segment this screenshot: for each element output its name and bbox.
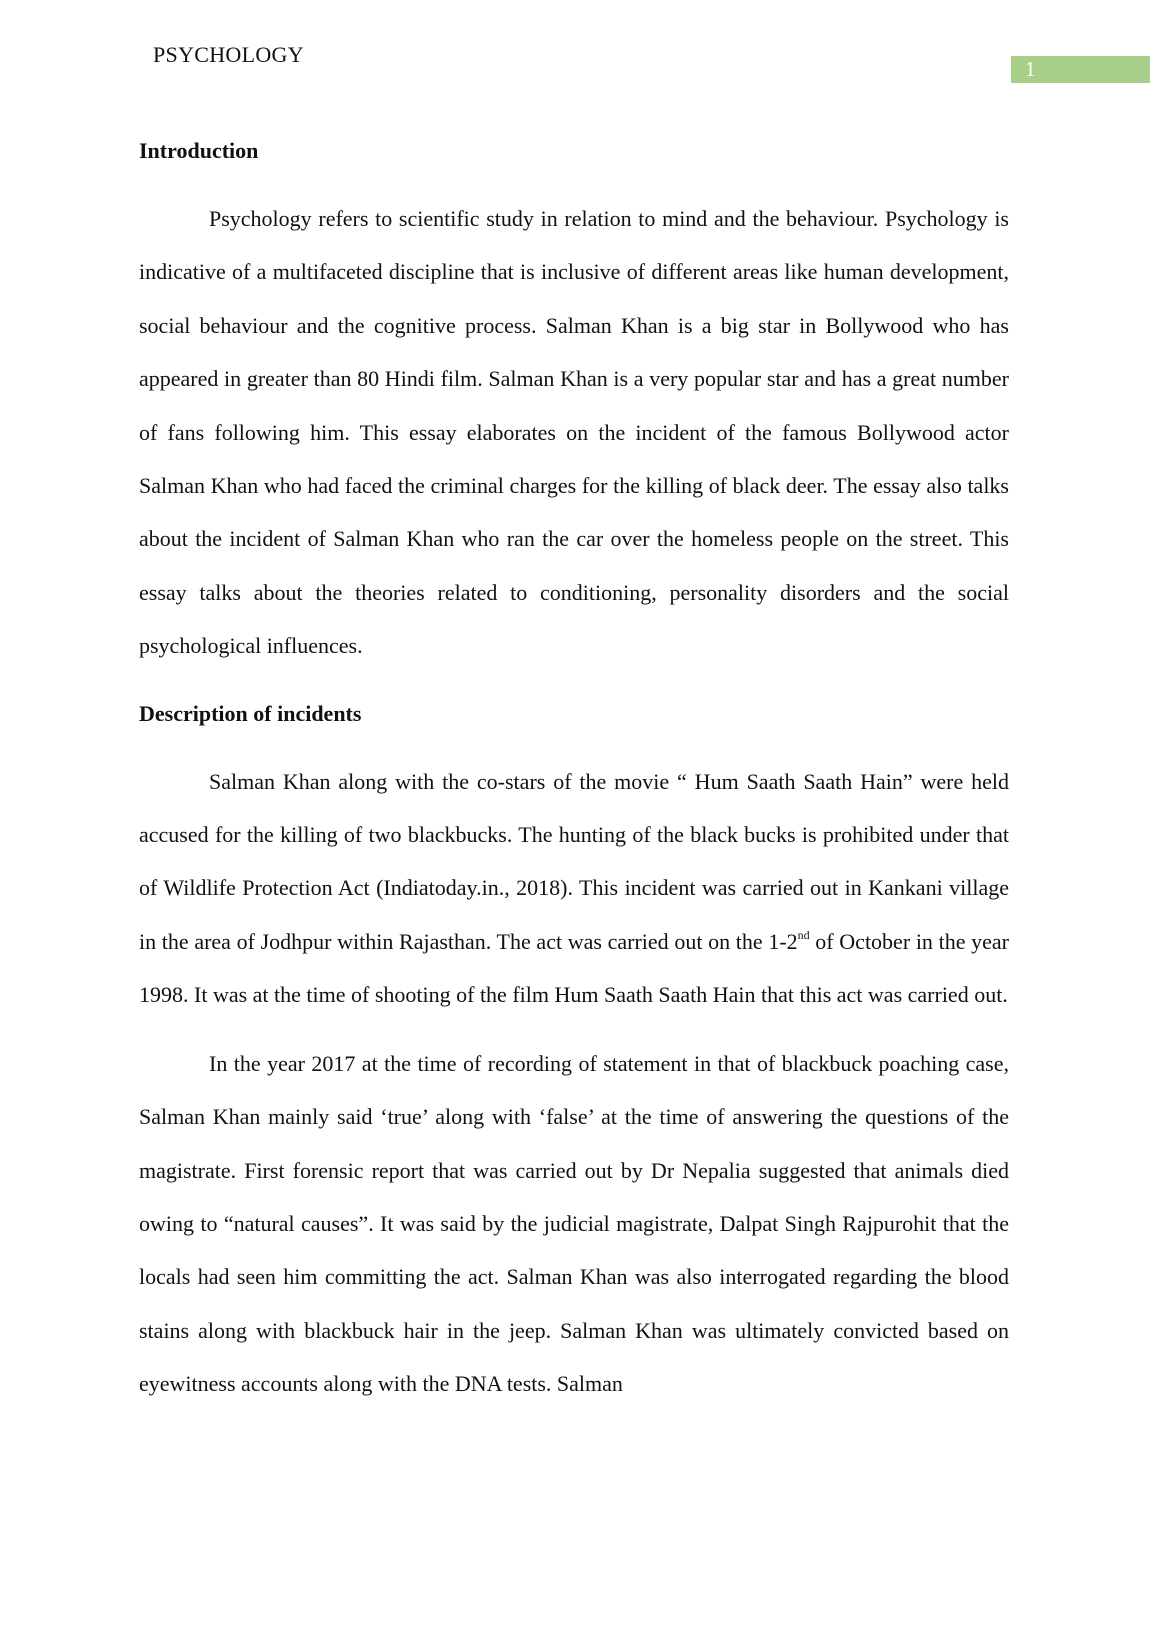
page-number-badge: 1 [1011, 56, 1150, 83]
ordinal-superscript: nd [797, 927, 810, 942]
document-body [139, 136, 1009, 1411]
running-head: PSYCHOLOGY [153, 42, 304, 67]
section-title-description-of-incidents: Description of incidents [139, 700, 362, 726]
introduction-paragraph: Psychology refers to scientific study in relation to mind and the behaviour. Psychology is indicative of a multifaceted discipline that is inclusive of different areas like human development, social behaviour and the cognitive process. Salman Khan is a big star in Bollywood who has appeared in greater than 80 Hindi film. Salman Khan is a very popular star and has a great number of fans following him. This essay elaborates on the incident of the famous Bollywood actor Salman Khan who had faced the criminal charges for the killing of black deer. The essay also talks about the incident of Salman Khan who ran the car over the homeless people on the street. This essay talks about the theories related to conditioning, personality disorders and the social psychological influences. [139, 206, 1009, 659]
incident-paragraph-1-text-b: of October in the year 1998. It was at the time of shooting of the film Hum Saath Saath Hain that this act was carried out. [139, 928, 1009, 1008]
incident-paragraph-2: In the year 2017 at the time of recording of statement in that of blackbuck poaching case, Salman Khan mainly said ‘true’ along with ‘false’ at the time of answering the questions of the magistrate. First forensic report that was carried out by Dr Nepalia suggested that animals died owing to “natural causes”. It was said by the judicial magistrate, Dalpat Singh Rajpurohit that the locals had seen him committing the act. Salman Khan was also interrogated regarding the blood stains along with blackbuck hair in the jeep. Salman Khan was ultimately convicted based on eyewitness accounts along with the DNA tests. Salman [139, 1050, 1009, 1397]
incident-paragraph-1 [139, 755, 1009, 1022]
section-title-introduction: Introduction [139, 138, 259, 163]
incident-paragraph-1-text-a: Salman Khan along with the co-stars of the movie “ Hum Saath Saath Hain” were held accused for the killing of two blackbucks. The hunting of the black bucks is prohibited under that of Wildlife Protection Act (Indiatoday.in., 2018). This incident was carried out in Kankani village in the area of Jodhpur within Rajasthan. The act was carried out on the 1-2 [139, 768, 1009, 954]
